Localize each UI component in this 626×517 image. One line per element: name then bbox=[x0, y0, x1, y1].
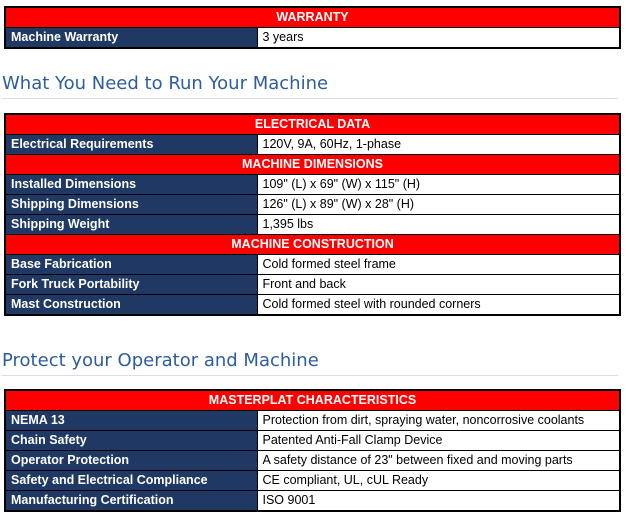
table-row bbox=[5, 215, 620, 235]
spec-label: Chain Safety bbox=[5, 431, 257, 451]
spec-label: Manufacturing Certification bbox=[5, 491, 257, 512]
table-row bbox=[5, 135, 620, 155]
spec-label: Operator Protection bbox=[5, 451, 257, 471]
spec-label: Shipping Dimensions bbox=[5, 195, 257, 215]
table-header-row bbox=[5, 235, 620, 255]
spec-label: Fork Truck Portability bbox=[5, 275, 257, 295]
masterplat-characteristics-header: MASTERPLAT CHARACTERISTICS bbox=[5, 390, 620, 411]
spec-value: 120V, 9A, 60Hz, 1-phase bbox=[257, 135, 620, 155]
table-row bbox=[5, 195, 620, 215]
spec-value: Cold formed steel frame bbox=[257, 255, 620, 275]
spec-value: ISO 9001 bbox=[257, 491, 620, 512]
heading-divider bbox=[2, 375, 618, 376]
table-row bbox=[5, 411, 620, 431]
spec-value: 109" (L) x 69" (W) x 115" (H) bbox=[257, 175, 620, 195]
table-header-row bbox=[5, 390, 620, 411]
table-row bbox=[5, 255, 620, 275]
table-row bbox=[5, 431, 620, 451]
table-row bbox=[5, 275, 620, 295]
electrical-data-header: ELECTRICAL DATA bbox=[5, 114, 620, 135]
machine-construction-header: MACHINE CONSTRUCTION bbox=[5, 235, 620, 255]
table-row bbox=[5, 451, 620, 471]
machine-requirements-table bbox=[4, 113, 621, 316]
table-header-row bbox=[5, 114, 620, 135]
table-header-row bbox=[5, 155, 620, 175]
spec-label: NEMA 13 bbox=[5, 411, 257, 431]
spec-value: Cold formed steel with rounded corners bbox=[257, 295, 620, 316]
spec-value: 3 years bbox=[257, 28, 620, 49]
spec-value: Protection from dirt, spraying water, noncorrosive coolants bbox=[257, 411, 620, 431]
table-row bbox=[5, 295, 620, 316]
spec-value: 1,395 lbs bbox=[257, 215, 620, 235]
table-row bbox=[5, 491, 620, 512]
table-row bbox=[5, 471, 620, 491]
spec-label: Shipping Weight bbox=[5, 215, 257, 235]
spec-label: Electrical Requirements bbox=[5, 135, 257, 155]
section-heading-run-machine: What You Need to Run Your Machine bbox=[2, 73, 329, 94]
masterplat-characteristics-table bbox=[4, 389, 621, 512]
spec-value: A safety distance of 23" between fixed and moving parts bbox=[257, 451, 620, 471]
machine-dimensions-header: MACHINE DIMENSIONS bbox=[5, 155, 620, 175]
table-row bbox=[5, 28, 620, 49]
heading-divider bbox=[2, 98, 618, 99]
spec-label: Safety and Electrical Compliance bbox=[5, 471, 257, 491]
spec-value: Patented Anti-Fall Clamp Device bbox=[257, 431, 620, 451]
spec-value: Front and back bbox=[257, 275, 620, 295]
spec-label: Mast Construction bbox=[5, 295, 257, 316]
spec-value: 126" (L) x 89" (W) x 28" (H) bbox=[257, 195, 620, 215]
spec-value: CE compliant, UL, cUL Ready bbox=[257, 471, 620, 491]
spec-label: Base Fabrication bbox=[5, 255, 257, 275]
spec-label: Machine Warranty bbox=[5, 28, 257, 49]
table-row bbox=[5, 175, 620, 195]
spec-label: Installed Dimensions bbox=[5, 175, 257, 195]
section-heading-protect-operator: Protect your Operator and Machine bbox=[2, 350, 319, 371]
warranty-header: WARRANTY bbox=[5, 7, 620, 28]
warranty-table bbox=[4, 6, 621, 49]
table-header-row bbox=[5, 7, 620, 28]
